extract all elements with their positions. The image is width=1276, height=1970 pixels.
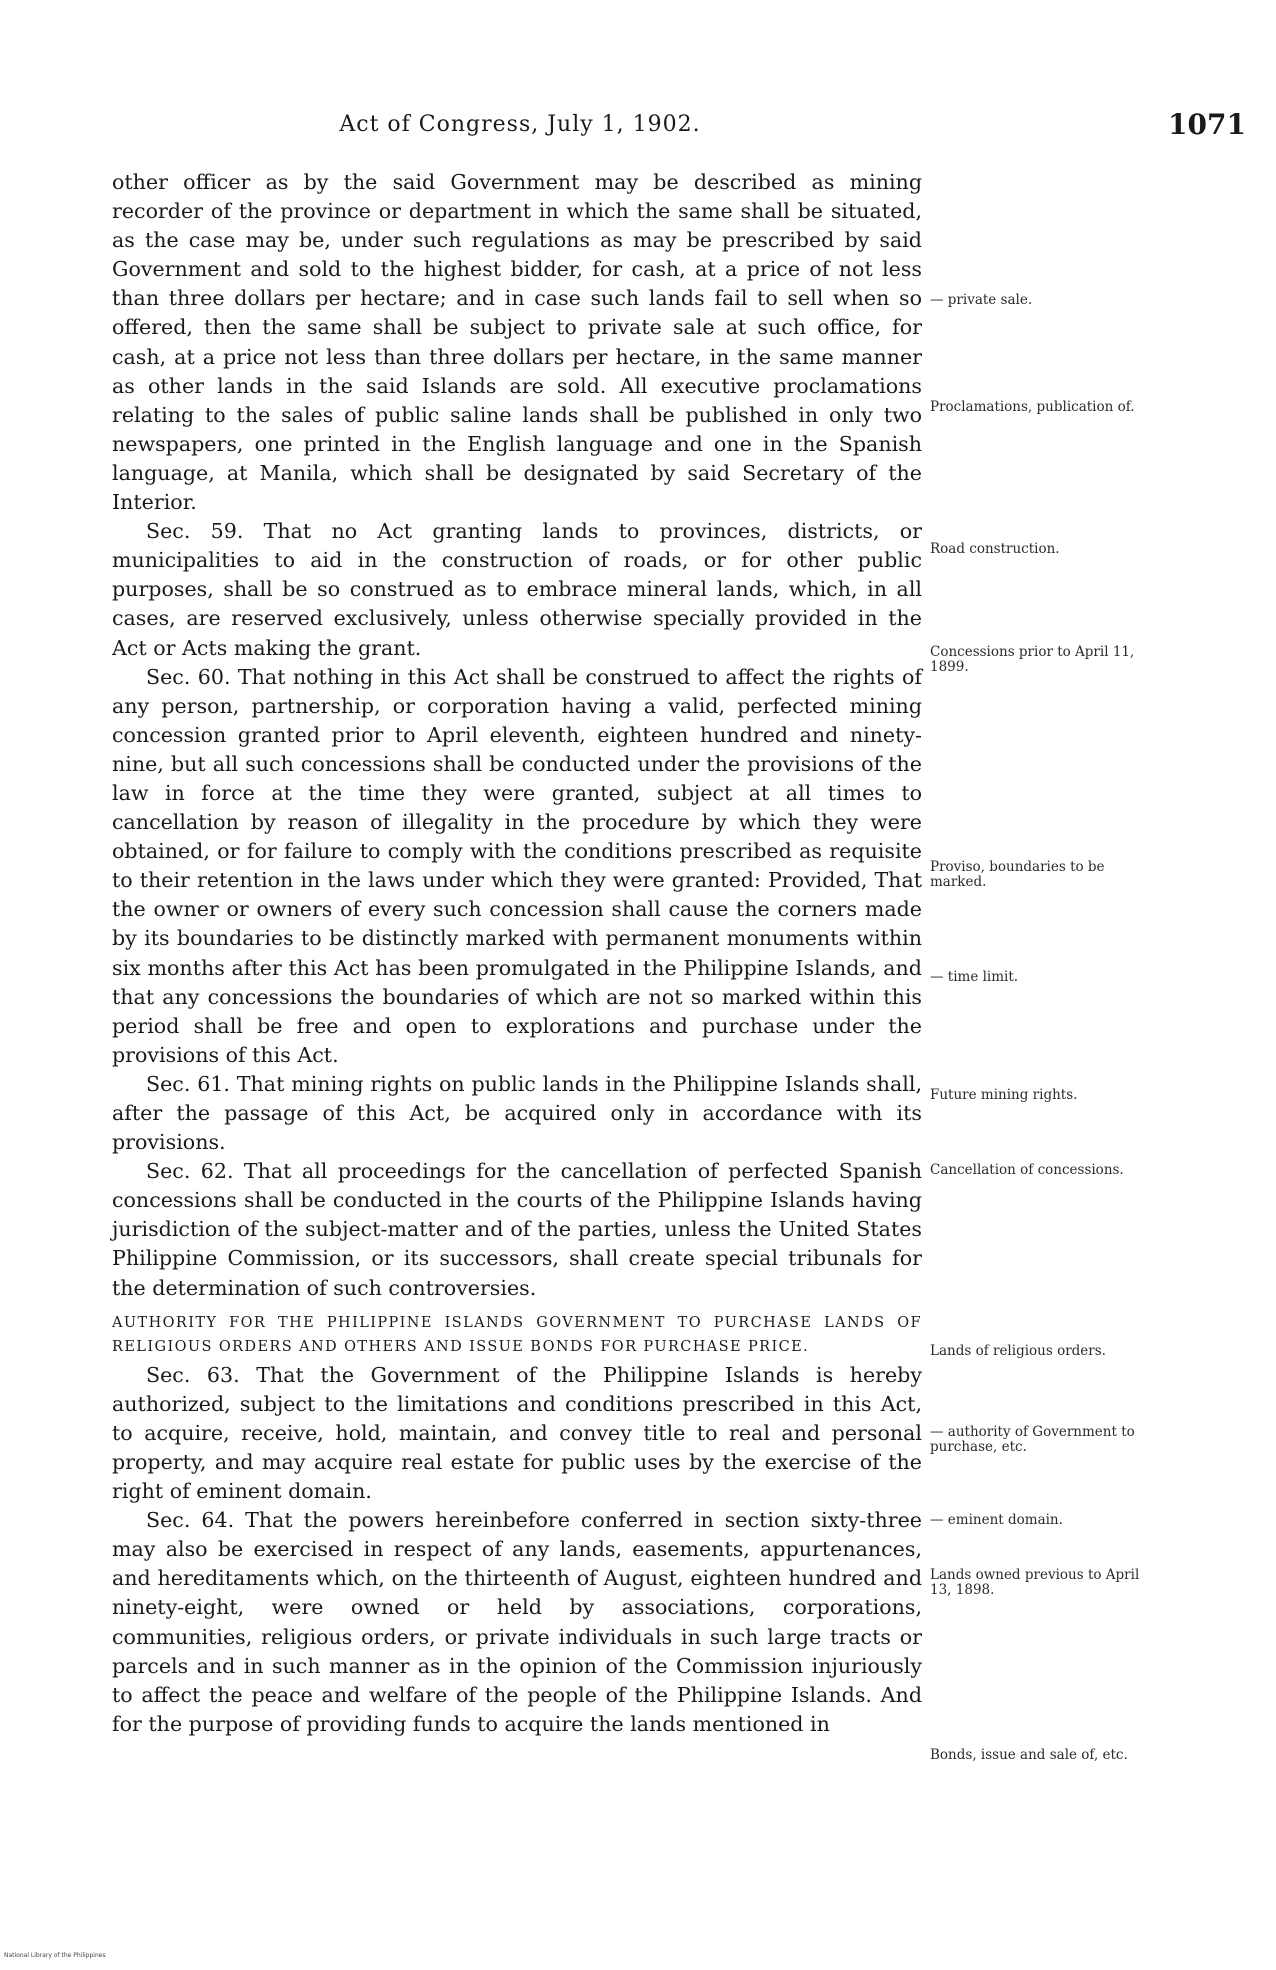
- section-63: Sec. 63. That the Government of the Philippine Islands is hereby authorized, subject to the limitations and conditions prescribed in this Act, to acquire, receive, hold, maintain, and convey title to real and personal property, and may acquire real estate for public uses by the exercise of the right of eminent domain.: [112, 1362, 922, 1504]
- margin-note: Concessions prior to April 11, 1899.: [930, 644, 1135, 675]
- margin-note: — private sale.: [930, 292, 1033, 308]
- footer-credit: National Library of the Philippines: [4, 1952, 106, 1959]
- section-59: Sec. 59. That no Act granting lands to provinces, districts, or municipalities to aid in the construction of roads, or for other public purposes, shall be so construed as to embrace mineral lands, which, in all cases, are reserved exclusively, unless otherwise specially provided in the Act or Acts making the grant.: [112, 519, 922, 660]
- margin-note: Road construction.: [930, 541, 1060, 557]
- margin-note: Proclamations, publication of.: [930, 399, 1135, 415]
- section-61: Sec. 61. That mining rights on public lands in the Philippine Islands shall, after the passage of this Act, be acquired only in accordance with its provisions.: [112, 1071, 922, 1155]
- section-heading: AUTHORITY FOR THE PHILIPPINE ISLANDS GOVERNMENT TO PURCHASE LANDS OF RELIGIOUS ORDERS AND OTHERS AND ISSUE BONDS FOR PURCHASE PRICE.: [112, 1314, 922, 1355]
- margin-note: Proviso, boundaries to be marked.: [930, 859, 1105, 890]
- margin-note: — time limit.: [930, 969, 1019, 985]
- margin-note: — eminent domain.: [930, 1512, 1063, 1528]
- margin-note: — authority of Government to purchase, etc.: [930, 1424, 1135, 1455]
- margin-note: Cancellation of concessions.: [930, 1162, 1124, 1178]
- section-60: Sec. 60. That nothing in this Act shall be construed to affect the rights of any person, partnership, or corporation having a valid, perfected mining concession granted prior to April eleventh, eighteen hundred and ninety-nine, but all such concessions shall be conducted under the provisions of the law in force at the time they were granted, subject at all times to cancellation by reason of illegality in the procedure by which they were obtained, or for failure to comply with the conditions prescribed as requisite to their retention in the laws under which they were granted: Provided, That the owner or owners of every such concession shall cause the corners made by its boundaries to be distinctly marked with permanent monuments within six months after this Act has been promulgated in the Philippine Islands, and that any concessions the boundaries of which are not so marked within this period shall be free and open to explorations and purchase under the provisions of this Act.: [112, 664, 922, 1067]
- paragraph-continuation: other officer as by the said Government may be described as mining recorder of the province or department in which the same shall be situated, as the case may be, under such regulations as may be prescribed by said Government and sold to the highest bidder, for cash, at a price of not less than three dollars per hectare; and in case such lands fail to sell when so offered, then the same shall be subject to private sale at such office, for cash, at a price not less than three dollars per hectare, in the same manner as other lands in the said Islands are sold. All executive proclamations relating to the sales of public saline lands shall be published in only two newspapers, one printed in the English language and one in the Spanish language, at Manila, which shall be designated by said Secretary of the Interior.: [112, 170, 922, 515]
- page-number: 1071: [1168, 108, 1246, 141]
- section-62: Sec. 62. That all proceedings for the cancellation of perfected Spanish concessions shall be conducted in the courts of the Philippine Islands having jurisdiction of the subject-matter and of the parties, unless the United States Philippine Commission, or its successors, shall create special tribunals for the determination of such controversies.: [112, 1159, 922, 1300]
- section-64: Sec. 64. That the powers hereinbefore conferred in section sixty-three may also be exercised in respect of any lands, easements, appurtenances, and hereditaments which, on the thirteenth of August, eighteen hundred and ninety-eight, were owned or held by associations, corporations, communities, religious orders, or private individuals in such large tracts or parcels and in such manner as in the opinion of the Commission injuriously to affect the peace and welfare of the people of the Philippine Islands. And for the purpose of providing funds to acquire the lands mentioned in: [112, 1508, 922, 1736]
- margin-note: Lands owned previous to April 13, 1898.: [930, 1567, 1140, 1598]
- margin-note: Lands of religious orders.: [930, 1343, 1106, 1359]
- margin-note: Future mining rights.: [930, 1087, 1078, 1103]
- running-title: Act of Congress, July 1, 1902.: [339, 112, 701, 137]
- main-text: [112, 168, 922, 1739]
- margin-note: Bonds, issue and sale of, etc.: [930, 1747, 1128, 1763]
